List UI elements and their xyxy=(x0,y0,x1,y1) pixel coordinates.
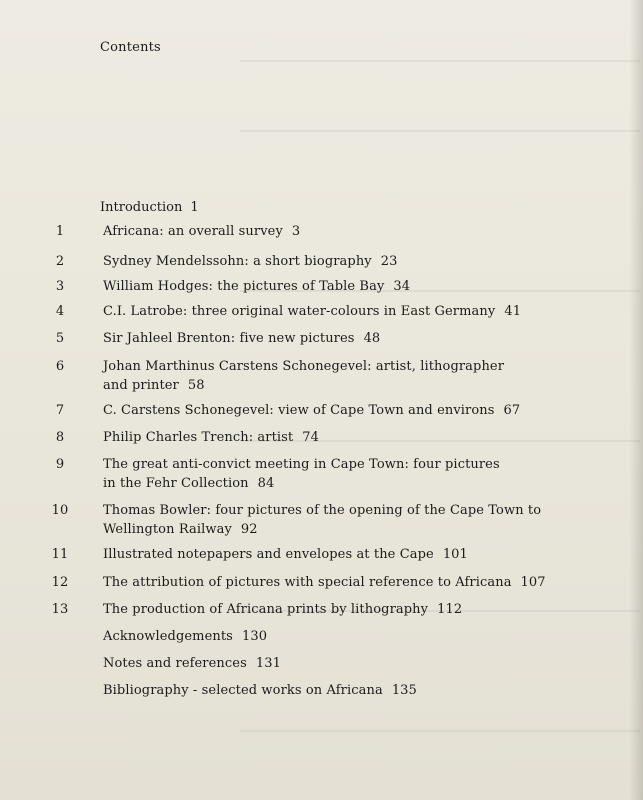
chapter-number: 6 xyxy=(55,359,65,374)
toc-title: The attribution of pictures with special reference to Africana xyxy=(103,575,512,590)
toc-title-line2: Wellington Railway xyxy=(103,522,232,537)
toc-page-number: 23 xyxy=(380,254,398,269)
toc-introduction xyxy=(100,198,199,217)
toc-title: C. Carstens Schonegevel: view of Cape Town and environs xyxy=(103,403,495,418)
chapter-number: 10 xyxy=(51,503,69,518)
chapter-number: 5 xyxy=(55,331,65,346)
toc-title: Bibliography - selected works on Africana xyxy=(103,683,383,698)
toc-page-number: 3 xyxy=(291,224,301,239)
toc-page-number: 1 xyxy=(190,200,199,215)
toc-title: Sir Jahleel Brenton: five new pictures xyxy=(103,331,355,346)
toc-title-line2: and printer xyxy=(103,378,179,393)
toc-page-number: 101 xyxy=(442,547,468,562)
toc-title: Introduction xyxy=(100,200,183,215)
toc-title: Notes and references xyxy=(103,656,247,671)
toc-page-number: 58 xyxy=(187,378,205,393)
chapter-number: 1 xyxy=(55,224,65,239)
toc-page-number: 131 xyxy=(255,656,281,671)
toc-page-number: 107 xyxy=(520,575,546,590)
toc-page-number: 92 xyxy=(240,522,258,537)
toc-page-number: 135 xyxy=(391,683,417,698)
toc-title: Acknowledgements xyxy=(103,629,233,644)
toc-title: Sydney Mendelssohn: a short biography xyxy=(103,254,372,269)
toc-title-line1: Johan Marthinus Carstens Schonegevel: artist, lithographer xyxy=(103,359,505,374)
toc-title: William Hodges: the pictures of Table Bay xyxy=(103,279,385,294)
toc-page-number: 67 xyxy=(503,403,521,418)
toc-title: Africana: an overall survey xyxy=(103,224,283,239)
toc-page-number: 48 xyxy=(363,331,381,346)
toc-page-number: 41 xyxy=(504,304,522,319)
show-through xyxy=(240,60,640,62)
chapter-number: 2 xyxy=(55,254,65,269)
toc-page-number: 34 xyxy=(393,279,411,294)
chapter-number: 9 xyxy=(55,457,65,472)
toc-title-line1: The great anti-convict meeting in Cape Town: four pictures xyxy=(103,457,500,472)
chapter-number: 12 xyxy=(51,575,69,590)
chapter-number: 8 xyxy=(55,430,65,445)
toc-title-line2: in the Fehr Collection xyxy=(103,476,249,491)
toc-title: The production of Africana prints by lithography xyxy=(103,602,429,617)
chapter-number: 3 xyxy=(55,279,65,294)
page-edge-shadow xyxy=(629,0,643,800)
toc-title-line1: Thomas Bowler: four pictures of the opening of the Cape Town to xyxy=(103,503,542,518)
chapter-number: 13 xyxy=(51,602,69,617)
toc-title: C.I. Latrobe: three original water-colours in East Germany xyxy=(103,304,496,319)
toc-title: Philip Charles Trench: artist xyxy=(103,430,294,445)
chapter-number: 4 xyxy=(55,304,65,319)
toc-page-number: 74 xyxy=(302,430,319,445)
chapter-number: 11 xyxy=(51,547,69,562)
chapter-number: 7 xyxy=(55,403,65,418)
toc-page-number: 112 xyxy=(437,602,463,617)
contents-heading: Contents xyxy=(100,40,161,55)
toc-page-number: 130 xyxy=(241,629,268,644)
toc-page-number: 84 xyxy=(257,476,275,491)
show-through xyxy=(240,130,640,132)
toc-title: Illustrated notepapers and envelopes at the Cape xyxy=(103,547,434,562)
show-through xyxy=(240,730,640,732)
